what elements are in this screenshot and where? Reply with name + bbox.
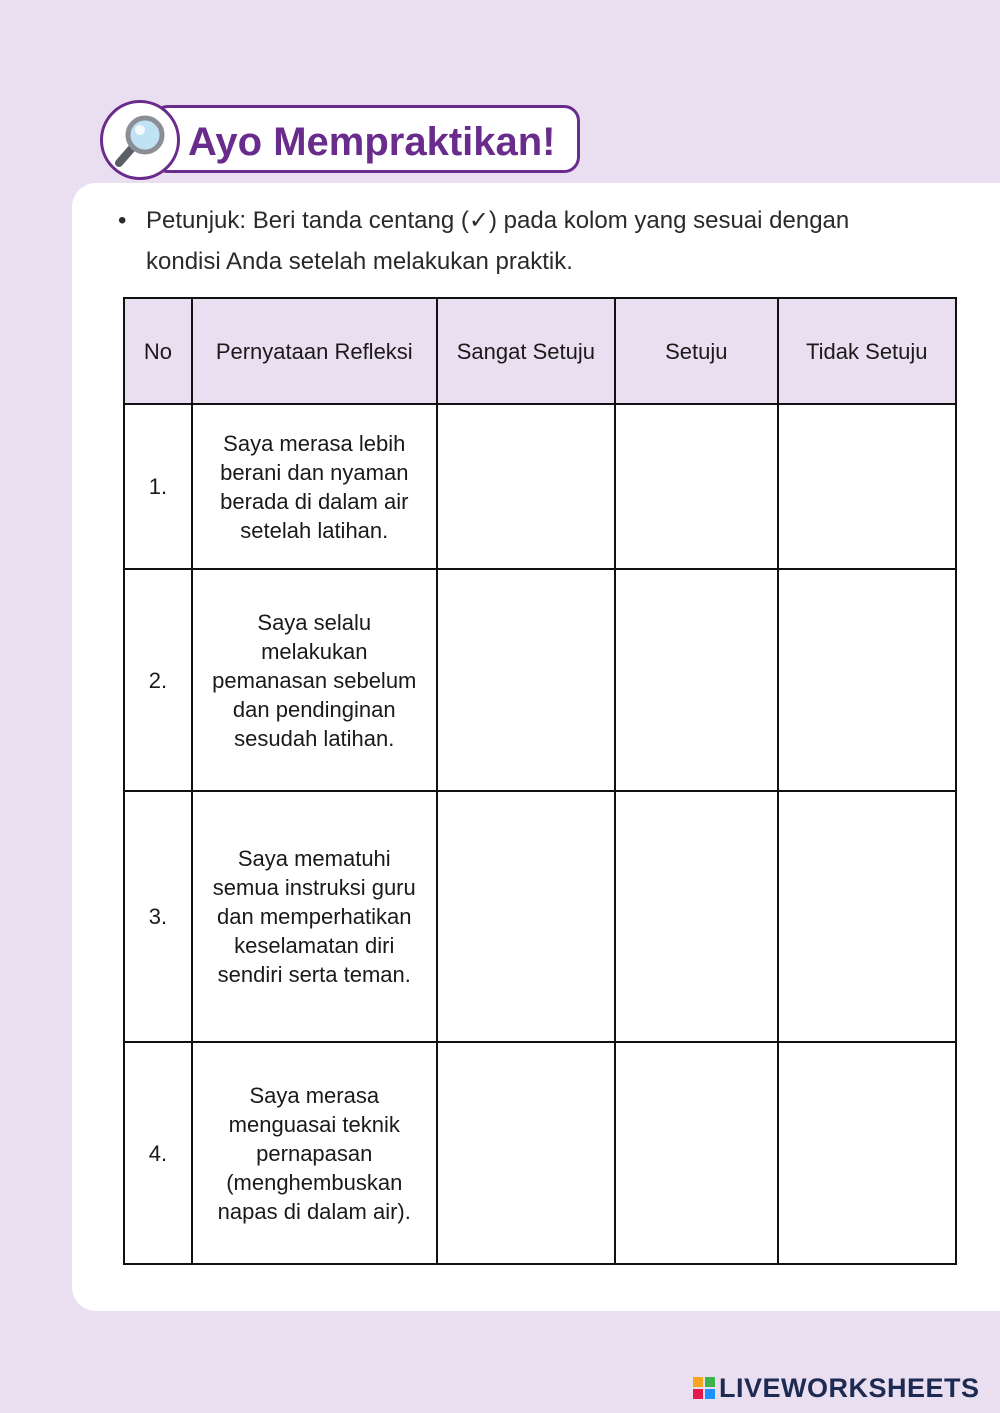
liveworksheets-logo <box>693 1373 980 1403</box>
reflection-table <box>123 297 957 1265</box>
check-cell-tidak-setuju[interactable] <box>778 404 956 569</box>
row-number: 1. <box>124 404 192 569</box>
table-row <box>124 404 956 569</box>
table-header-row <box>124 298 956 404</box>
col-header-sangat-setuju: Sangat Setuju <box>437 298 615 404</box>
col-header-tidak-setuju: Tidak Setuju <box>778 298 956 404</box>
check-cell-sangat-setuju[interactable] <box>437 569 615 791</box>
table-row <box>124 791 956 1042</box>
row-statement: Saya mematuhi semua instruksi guru dan memperhatikan keselamatan diri sendiri serta teman. <box>192 791 437 1042</box>
col-header-no: No <box>124 298 192 404</box>
row-statement: Saya merasa menguasai teknik pernapasan (menghembuskan napas di dalam air). <box>192 1042 437 1264</box>
page-title: Ayo Mempraktikan! <box>188 120 556 164</box>
bullet: • <box>118 207 127 234</box>
table-row <box>124 569 956 791</box>
col-header-statement: Pernyataan Refleksi <box>192 298 437 404</box>
row-number: 3. <box>124 791 192 1042</box>
check-cell-tidak-setuju[interactable] <box>778 569 956 791</box>
check-cell-tidak-setuju[interactable] <box>778 1042 956 1264</box>
check-cell-setuju[interactable] <box>615 791 778 1042</box>
row-number: 2. <box>124 569 192 791</box>
magnifying-glass-icon <box>111 111 169 169</box>
row-statement: Saya selalu melakukan pemanasan sebelum dan pendinginan sesudah latihan. <box>192 569 437 791</box>
row-statement: Saya merasa lebih berani dan nyaman berada di dalam air setelah latihan. <box>192 404 437 569</box>
liveworksheets-logo-icon <box>693 1377 715 1399</box>
check-cell-setuju[interactable] <box>615 569 778 791</box>
row-number: 4. <box>124 1042 192 1264</box>
check-cell-sangat-setuju[interactable] <box>437 791 615 1042</box>
liveworksheets-brand: LIVEWORKSHEETS <box>719 1373 980 1403</box>
check-cell-sangat-setuju[interactable] <box>437 1042 615 1264</box>
check-cell-tidak-setuju[interactable] <box>778 791 956 1042</box>
check-cell-setuju[interactable] <box>615 404 778 569</box>
check-cell-setuju[interactable] <box>615 1042 778 1264</box>
col-header-setuju: Setuju <box>615 298 778 404</box>
check-cell-sangat-setuju[interactable] <box>437 404 615 569</box>
instruction-text: Petunjuk: Beri tanda centang (✓) pada kolom yang sesuai dengan kondisi Anda setelah melakukan praktik. <box>146 207 850 275</box>
title-icon-badge <box>100 100 180 180</box>
table-row <box>124 1042 956 1264</box>
